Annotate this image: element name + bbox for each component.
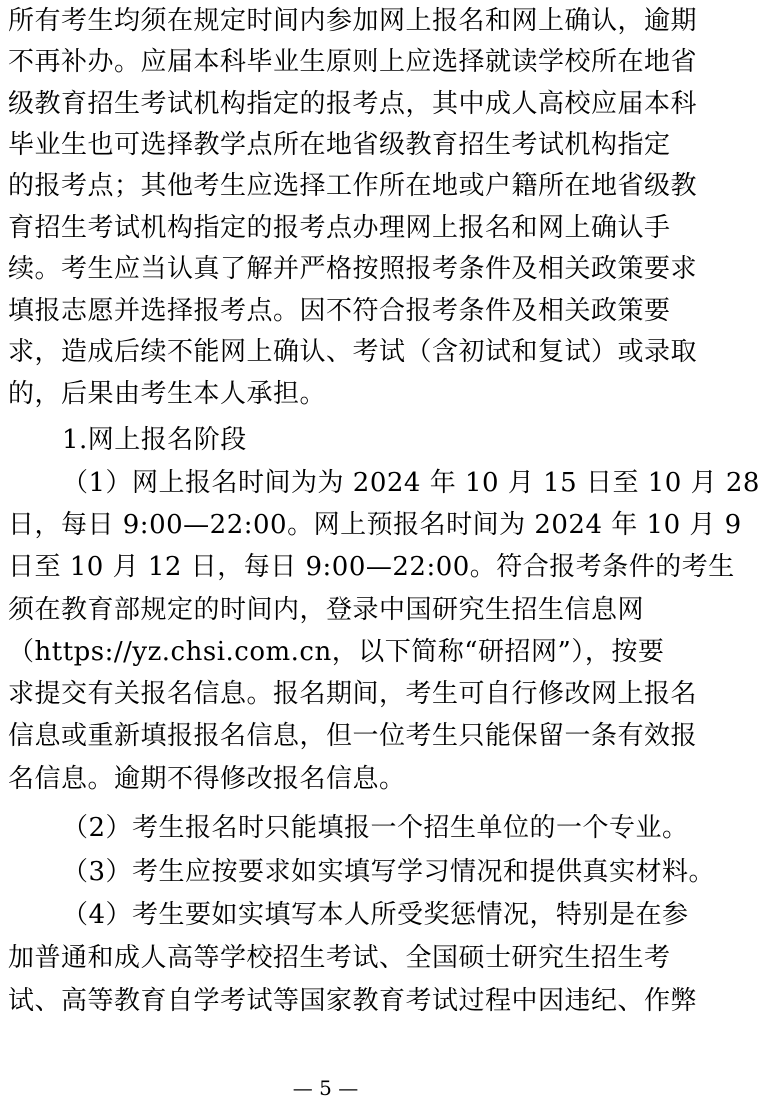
paragraph-line: 续。考生应当认真了解并严格按照报考条件及相关政策要求 [8,254,698,284]
paragraph-line: 的，后果由考生本人承担。 [8,379,327,409]
paragraph-line: 加普通和成人高等学校招生考试、全国硕士研究生招生考 [8,943,671,973]
paragraph-line: 不再补办。应届本科毕业生原则上应选择就读学校所在地省 [8,47,698,77]
paragraph-line: 求，造成后续不能网上确认、考试（含初试和复试）或录取 [8,337,698,367]
paragraph-line: 毕业生也可选择教学点所在地省级教育招生考试机构指定 [8,130,671,160]
list-item: （2）考生报名时只能填报一个招生单位的一个专业。 [62,813,689,843]
paragraph-line: 日至 10 月 12 日，每日 9:00—22:00。符合报考条件的考生 [8,552,735,582]
paragraph-line: 育招生考试机构指定的报考点办理网上报名和网上确认手 [8,213,671,243]
paragraph-line: （1）网上报名时间为为 2024 年 10 月 15 日至 10 月 28 [62,468,760,498]
paragraph-line: 试、高等教育自学考试等国家教育考试过程中因违纪、作弊 [8,986,698,1016]
list-item: （3）考生应按要求如实填写学习情况和提供真实材料。 [62,857,716,887]
paragraph-line: 求提交有关报名信息。报名期间，考生可自行修改网上报名 [8,679,698,709]
paragraph-line: 填报志愿并选择报考点。因不符合报考条件及相关政策要 [8,296,671,326]
paragraph-line: 所有考生均须在规定时间内参加网上报名和网上确认，逾期 [8,6,698,36]
page-number: — 5 — [292,1076,359,1100]
section-heading: 1.网上报名阶段 [62,425,247,455]
list-item: （4）考生要如实填写本人所受奖惩情况，特别是在参 [62,900,689,930]
paragraph-line: （https://yz.chsi.com.cn，以下简称“研招网”），按要 [8,637,665,667]
paragraph-line: 须在教育部规定的时间内，登录中国研究生招生信息网 [8,595,645,625]
paragraph-line: 的报考点；其他考生应选择工作所在地或户籍所在地省级教 [8,171,698,201]
paragraph-line: 级教育招生考试机构指定的报考点，其中成人高校应届本科 [8,89,698,119]
paragraph-line: 日，每日 9:00—22:00。网上预报名时间为 2024 年 10 月 9 [8,510,742,540]
paragraph-line: 信息或重新填报报名信息，但一位考生只能保留一条有效报 [8,721,698,751]
paragraph-line: 名信息。逾期不得修改报名信息。 [8,764,406,794]
